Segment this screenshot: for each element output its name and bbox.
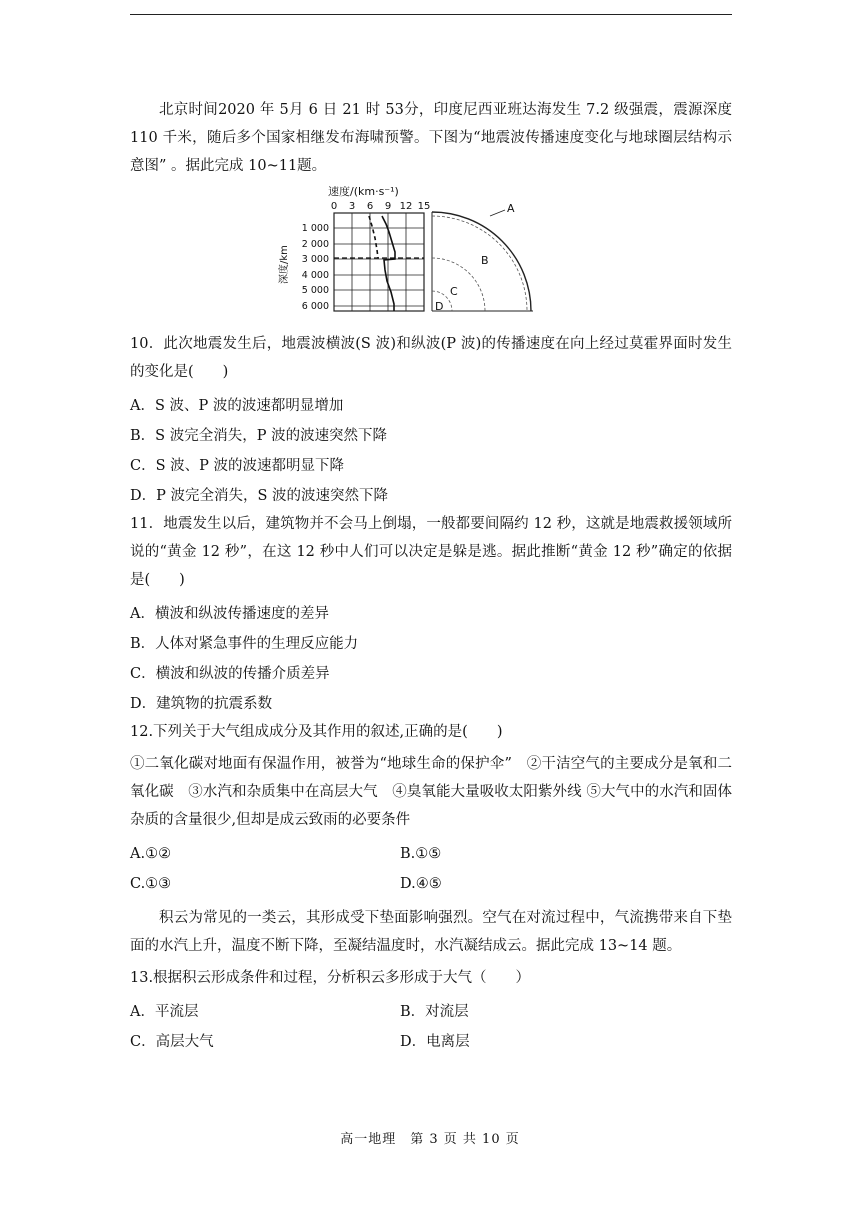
question-13-option-b: B．对流层: [400, 1004, 469, 1020]
depth-tick: 1 000: [301, 223, 329, 234]
seismic-wave-diagram: [275, 186, 545, 326]
speed-axis-label: 速度/(km·s⁻¹): [328, 186, 399, 198]
question-13-options-row-2: [130, 1032, 732, 1052]
layer-label-d: D: [435, 300, 444, 313]
passage-intro-13-14: 积云为常见的一类云，其形成受下垫面影响强烈。空气在对流过程中，气流携带来自下垫面的水汽上升，温度不断下降，至凝结温度时，水汽凝结成云。据此完成 13~14 题。: [130, 910, 732, 954]
question-12-option-b: B.①⑤: [400, 846, 442, 862]
depth-tick: 3 000: [301, 254, 329, 265]
question-11-stem: 11．地震发生以后，建筑物并不会马上倒塌，一般都要间隔约 12 秒，这就是地震救援领域所说的“黄金 12 秒”，在这 12 秒中人们可以决定是躲是逃。据此推断“黄金 12 秒”确定的依据是( ): [130, 516, 732, 588]
depth-axis-label: 深度/km: [279, 245, 290, 284]
speed-tick: 15: [417, 201, 431, 212]
question-12-option-a: A.①②: [130, 846, 172, 862]
question-10-option-b: B．S 波完全消失，P 波的波速突然下降: [130, 428, 388, 444]
question-13-options-row-1: [130, 1002, 732, 1022]
question-11-option-a: A．横波和纵波传播速度的差异: [130, 606, 329, 622]
layer-label-a: A: [507, 202, 515, 215]
question-13-option-a: A．平流层: [130, 1004, 199, 1020]
depth-tick: 5 000: [301, 285, 329, 296]
p-wave-curve: [382, 216, 395, 311]
question-13-stem: 13.根据积云形成条件和过程，分析积云多形成于大气（ ）: [130, 970, 531, 986]
question-12-options-row-2: [130, 874, 732, 894]
question-12-option-c: C.①③: [130, 876, 172, 892]
question-11-option-b: B．人体对紧急事件的生理反应能力: [130, 636, 359, 652]
depth-tick: 2 000: [301, 239, 329, 250]
question-10-option-c: C．S 波、P 波的波速都明显下降: [130, 458, 345, 474]
speed-tick: 12: [399, 201, 413, 212]
speed-tick: 0: [330, 201, 338, 212]
header-rule: [130, 14, 732, 15]
question-12-body: ①二氧化碳对地面有保温作用，被誉为“地球生命的保护伞” ②干洁空气的主要成分是氧和二氧化碳 ③水汽和杂质集中在高层大气 ④臭氧能大量吸收太阳紫外线 ⑤大气中的水汽和固体杂质的含量很少,但却是成云致雨的必要条件: [130, 756, 732, 828]
question-12-stem: 12.下列关于大气组成成分及其作用的叙述,正确的是( ): [130, 724, 503, 740]
grid: [334, 213, 424, 311]
question-13-option-d: D．电离层: [400, 1034, 470, 1050]
page-footer: 高一地理 第 3 页 共 10 页: [340, 1132, 520, 1147]
question-10-option-a: A．S 波、P 波的波速都明显增加: [130, 398, 344, 414]
question-11-option-c: C．横波和纵波的传播介质差异: [130, 666, 330, 682]
question-10-stem: 10．此次地震发生后，地震波横波(S 波)和纵波(P 波)的传播速度在向上经过莫霍界面时发生的变化是( ): [130, 336, 732, 380]
page-content: [130, 96, 732, 1052]
question-13-option-c: C．高层大气: [130, 1034, 214, 1050]
speed-tick: 6: [366, 201, 374, 212]
question-12-options-row-1: [130, 844, 732, 864]
seismic-wave-figure: [275, 186, 545, 326]
question-12-option-d: D.④⑤: [400, 876, 442, 892]
question-10-option-d: D．P 波完全消失，S 波的波速突然下降: [130, 488, 389, 504]
layer-label-b: B: [481, 254, 489, 267]
question-11-option-d: D．建筑物的抗震系数: [130, 696, 273, 712]
speed-tick: 9: [384, 201, 392, 212]
depth-tick: 4 000: [301, 270, 329, 281]
layer-label-c: C: [450, 285, 458, 298]
passage-intro-10-11: 北京时间2020 年 5月 6 日 21 时 53分，印度尼西亚班达海发生 7.2 级强震，震源深度 110 千米，随后多个国家相继发布海啸预警。下图为“地震波传播速度变化与地球圈层结构示意图” 。据此完成 10~11题。: [130, 102, 732, 174]
depth-tick: 6 000: [301, 301, 329, 312]
speed-tick: 3: [348, 201, 356, 212]
